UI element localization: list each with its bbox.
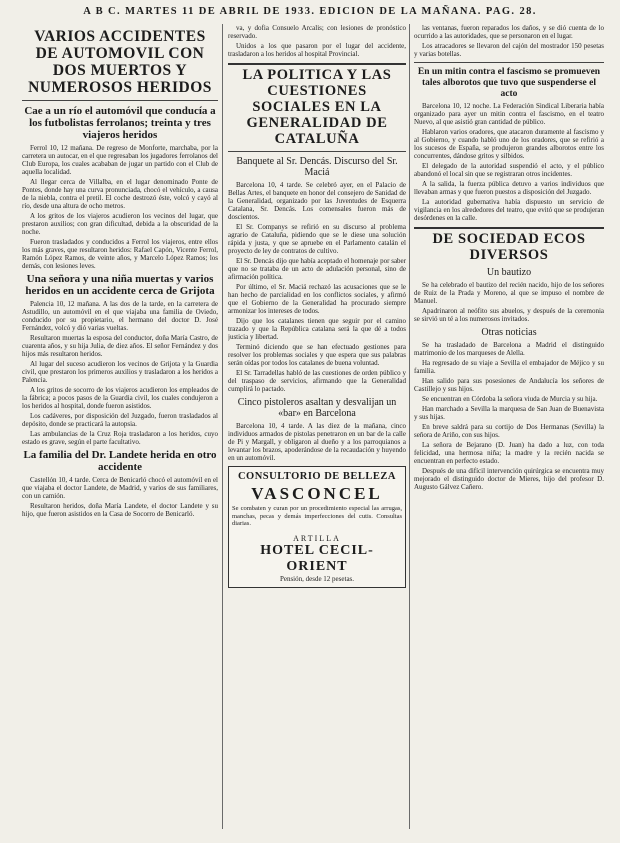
subhead-ferrol: Cae a un río el automóvil que conducía a los futbolistas ferrolanos; treinta y tres viajeros heridos xyxy=(24,105,216,141)
article-paragraph: Al lugar del suceso acudieron los vecinos de Grijota y la Guardia civil, que prestaron los primeros auxilios y trasladaron a los heridos a Palencia. xyxy=(22,360,218,384)
headline-accidents: VARIOS ACCIDENTES DE AUTOMOVIL CON DOS MUERTOS Y NUMEROSOS HERIDOS xyxy=(28,28,212,96)
article-paragraph: Barcelona 10, 4 tarde. A las diez de la mañana, cinco individuos armados de pistolas penetraron en un bar de la calle de Pi y Margall, y obligaron al dueño y a los parroquianos a levantar los brazos, apoderándose de la recaudación y huyendo en un automóvil. xyxy=(228,422,406,462)
subhead-bautizo: Un bautizo xyxy=(486,267,532,278)
headline-rule xyxy=(228,151,406,152)
article-paragraph: Resultaron muertas la esposa del conductor, doña María Castro, de cuarenta años, y su hija Julia, de diez años. El señor Fernández y dos hijos más resultaron heridos. xyxy=(22,334,218,358)
article-paragraph: las ventanas, fueron reparados los daños, y se dió cuenta de lo ocurrido a las autoridades, que se personaron en el lugar. xyxy=(414,24,604,40)
section-rule xyxy=(414,227,604,229)
article-paragraph: Ferrol 10, 12 mañana. De regreso de Monforte, marchaba, por la carretera un autocar, en el que regresaban los jugadores ferrolanos del Club Europa, los cuales acababan de jugar un partido con el Club de aquella localidad. xyxy=(22,144,218,176)
article-paragraph: El Sr. Companys se refirió en su discurso al problema agrario de Cataluña, pidiendo que se le diese una solución rápida y justa, y que se apruebe en el Parlamento catalán el proyecto de ley de contratos de cultivo. xyxy=(228,223,406,255)
article-paragraph: En breve saldrá para su cortijo de Dos Hermanas (Sevilla) la señora de Ariño, con sus hijos. xyxy=(414,423,604,439)
column-3 xyxy=(414,24,604,835)
subhead-grijota: Una señora y una niña muertas y varios heridos en un accidente cerca de Grijota xyxy=(25,273,215,297)
article-paragraph: Por último, el Sr. Maciá rechazó las acusaciones que se le han hecho de parcialidad en los conflictos sociales, y afirmó que el Gobierno de la Generalidad ha procurado siempre armonizar los intereses de todos. xyxy=(228,283,406,315)
article-paragraph: Fueron trasladados y conducidos a Ferrol los viajeros, entre ellos los más graves, que resultaron heridos: Rafael Capón, Vicente Ferrol, Ramón López Ramos, de veinte años, y Marcelo López Ramos; los demás, con lesiones leves. xyxy=(22,238,218,270)
article-paragraph: Al llegar cerca de Villalba, en el lugar denominado Ponte de Pontes, donde hay una curva pronunciada, chocó el vehículo, a causa de la niebla, contra el pretil. El coche destrozó éste, volcó y cayó al río, desde una altura de ocho metros. xyxy=(22,178,218,210)
article-paragraph: Apadrinaron al neófito sus abuelos, y después de la ceremonia se sirvió un té a los numerosos invitados. xyxy=(414,307,604,323)
ad-vasconcel-name: VASCONCEL xyxy=(251,484,383,503)
headline-rule xyxy=(22,100,218,101)
running-head: A B C. MARTES 11 DE ABRIL DE 1933. EDICION DE LA MAÑANA. PAG. 28. xyxy=(83,6,537,17)
ad-hotel-name: HOTEL CECIL-ORIENT xyxy=(260,542,374,574)
article-paragraph: Terminó diciendo que se han efectuado gestiones para resolver los problemas sociales y que espera que sus palabras serán oídas por todos los catalanes de buena voluntad. xyxy=(228,343,406,367)
column-2 xyxy=(228,24,406,835)
article-paragraph: Palencia 10, 12 mañana. A las dos de la tarde, en la carretera de Astudillo, un automóvil en el que viajaba una familia de Oviedo, conducido por su propietario, el hermano del doctor D. José Fernández, volcó y dió varias vueltas. xyxy=(22,300,218,332)
article-paragraph: va, y dofia Consuelo Arcalis; con lesiones de pronóstico reservado. xyxy=(228,24,406,40)
section-society: DE SOCIEDAD ECOS DIVERSOS xyxy=(432,231,586,263)
article-paragraph: El Sr. Dencás dijo que había aceptado el homenaje por saber que no se trataba de un acto de adulación personal, sino de afirmación política. xyxy=(228,257,406,281)
article-paragraph: Barcelona 10, 4 tarde. Se celebró ayer, en el Palacio de Bellas Artes, el banquete en honor del consejero de Sanidad de la Generalidad, organizado por las Juventudes de Esquerra Catalana, Sr. Dencás. Los comensales fueron más de doscientos. xyxy=(228,181,406,221)
article-paragraph: Hablaron varios oradores, que atacaron duramente al fascismo y al Gobierno, y cuando habló uno de los oradores, que se refirió a los sucesos de España, se produjeron grandes alborotos entre los concurrentes, dándose gritos y silbidos. xyxy=(414,128,604,160)
headline-politics: LA POLITICA Y LAS CUESTIONES SOCIALES EN LA GENERALIDAD DE CATALUÑA xyxy=(242,67,392,147)
article-paragraph: Unidos a los que pasaron por el lugar del accidente, trasladaron a los heridos al hospital Provincial. xyxy=(228,42,406,58)
ad-location: ARTILLA xyxy=(293,533,341,543)
article-paragraph: Se encuentran en Córdoba la señora viuda de Murcia y su hija. xyxy=(422,395,598,403)
ad-consultorio-title: CONSULTORIO DE BELLEZA xyxy=(237,471,397,482)
article-paragraph: Castellón 10, 4 tarde. Cerca de Benicarló chocó el automóvil en el que viajaba el doctor Landete, de Madrid, y varios de sus familiares, con un camión. xyxy=(22,476,218,500)
column-rule-1 xyxy=(222,24,223,829)
subhead-banquet: Banquete al Sr. Dencás. Discurso del Sr. Maciá xyxy=(236,156,398,178)
article-paragraph: Barcelona 10, 12 noche. La Federación Sindical Liberaria había organizado para ayer un mitin contra el fascismo, en el teatro Nuevo, al que asistió gran cantidad de público. xyxy=(414,102,604,126)
article-paragraph: Se ha celebrado el bautizo del recién nacido, hijo de los señores de Ruiz de la Prada y Moreno, al que se impuso el nombre de Manuel. xyxy=(414,281,604,305)
article-paragraph: Ha regresado de su viaje a Sevilla el embajador de Méjico y su familia. xyxy=(414,359,604,375)
article-paragraph: A los gritos de los viajeros acudieron los vecinos del lugar, que prestaron auxilios; con gran dificultad, debida a la obscuridad de la noche. xyxy=(22,212,218,236)
article-paragraph: La autoridad gubernativa había dispuesto un servicio de vigilancia en los alrededores del teatro, que evitó que se produjeran desórdenes en la calle. xyxy=(414,198,604,222)
headline-rule xyxy=(414,62,604,63)
article-paragraph: El Sr. Tarradellas habló de las cuestiones de orden público y del traspaso de servicios, afirmando que la Generalidad cumplirá lo pactado. xyxy=(228,369,406,393)
article-paragraph: Después de una difícil intervención quirúrgica se encuentra muy mejorado el distinguido doctor de Mieres, hijo del profesor D. Augusto Gálvez Cañero. xyxy=(414,467,604,491)
ad-body-text: Se combaten y curan por un procedimiento especial las arrugas, manchas, pecas y demás imperfecciones del cutis. Consultas diarias. xyxy=(232,505,402,527)
article-paragraph: Se ha trasladado de Barcelona a Madrid el distinguido matrimonio de los marqueses de Alella. xyxy=(414,341,604,357)
article-paragraph: Los cadáveres, por disposición del Juzgado, fueron trasladados al depósito, donde se practicará la autopsia. xyxy=(22,412,218,428)
article-paragraph: A los gritos de socorro de los viajeros acudieron los empleados de la fábrica; a pocos pasos de la Guardia civil, los cuales condujeron a los heridos al hospital, donde fueron asistidos. xyxy=(22,386,218,410)
article-paragraph: Dijo que los catalanes tienen que seguir por el camino trazado y que la República catalana será la que dé a todos justicia y libertad. xyxy=(228,317,406,341)
article-paragraph: Han salido para sus posesiones de Andalucía los señores de Castillejo y sus hijos. xyxy=(414,377,604,393)
article-paragraph: Los atracadores se llevaron del cajón del mostrador 150 pesetas y varias botellas. xyxy=(414,42,604,58)
advertisement-box xyxy=(228,466,406,588)
subhead-landete: La familia del Dr. Landete herida en otro accidente xyxy=(23,449,217,473)
article-paragraph: Las ambulancias de la Cruz Roja trasladaron a los heridos, cuyo estado es grave, según el parte facultativo. xyxy=(22,430,218,446)
article-paragraph: A la salida, la fuerza pública detuvo a varios individuos que llevaban armas y que fueron puestos a disposición del Juzgado. xyxy=(414,180,604,196)
article-paragraph: La señora de Bejarano (D. Juan) ha dado a luz, con toda felicidad, una hermosa niña; la madre y la recién nacida se encuentran en perfecto estado. xyxy=(414,441,604,465)
ad-hotel-footer: Pensión, desde 12 pesetas. xyxy=(279,574,355,583)
article-paragraph: Han marchado a Sevilla la marquesa de San Juan de Buenavista y sus hijas. xyxy=(414,405,604,421)
column-1 xyxy=(22,24,218,835)
subhead-pistoleros: Cinco pistoleros asaltan y desvalijan un «bar» en Barcelona xyxy=(237,397,397,419)
headline-fascism-rally: En un mitin contra el fascismo se promueven tales alborotos que tuvo que suspenderse el acto xyxy=(417,67,601,99)
column-rule-2 xyxy=(409,24,410,829)
subhead-otras-noticias: Otras noticias xyxy=(481,327,537,338)
article-paragraph: El delegado de la autoridad suspendió el acto, y el público abandonó el local sin que se registraran otros incidentes. xyxy=(414,162,604,178)
section-rule xyxy=(228,63,406,65)
article-paragraph: Resultaron heridos, doña María Landete, el doctor Landete y su hijo, que fueron asistidos en la Casa de Socorro de Benicarló. xyxy=(22,502,218,518)
